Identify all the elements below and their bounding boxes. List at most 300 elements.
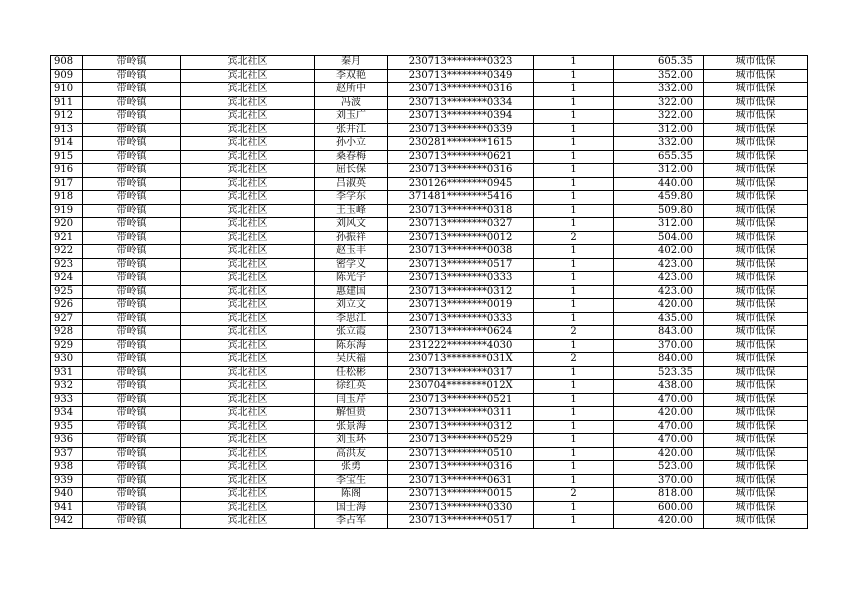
table-row: [51, 150, 808, 164]
amount-cell: 470.00: [614, 393, 704, 407]
row-number-cell: 920: [51, 218, 83, 232]
household-count-cell: 1: [534, 461, 614, 475]
benefit-type-cell: 城市低保: [704, 407, 808, 421]
amount-cell: 840.00: [614, 353, 704, 367]
table-row: [51, 245, 808, 259]
id-number-cell: 230713********0316: [388, 461, 534, 475]
amount-cell: 322.00: [614, 110, 704, 124]
table-row: [51, 231, 808, 245]
community-cell: 宾北社区: [181, 258, 315, 272]
benefit-type-cell: 城市低保: [704, 137, 808, 151]
household-count-cell: 1: [534, 218, 614, 232]
household-count-cell: 1: [534, 434, 614, 448]
town-cell: 带岭镇: [83, 110, 181, 124]
benefit-type-cell: 城市低保: [704, 177, 808, 191]
row-number-cell: 929: [51, 339, 83, 353]
household-count-cell: 1: [534, 123, 614, 137]
row-number-cell: 935: [51, 420, 83, 434]
benefit-type-cell: 城市低保: [704, 56, 808, 70]
amount-cell: 438.00: [614, 380, 704, 394]
community-cell: 宾北社区: [181, 447, 315, 461]
town-cell: 带岭镇: [83, 164, 181, 178]
household-count-cell: 2: [534, 326, 614, 340]
community-cell: 宾北社区: [181, 83, 315, 97]
amount-cell: 655.35: [614, 150, 704, 164]
row-number-cell: 917: [51, 177, 83, 191]
table-row: [51, 204, 808, 218]
amount-cell: 312.00: [614, 123, 704, 137]
community-cell: 宾北社区: [181, 326, 315, 340]
table-row: [51, 366, 808, 380]
town-cell: 带岭镇: [83, 69, 181, 83]
community-cell: 宾北社区: [181, 191, 315, 205]
table-row: [51, 218, 808, 232]
id-number-cell: 230713********0621: [388, 150, 534, 164]
table-row: [51, 69, 808, 83]
amount-cell: 435.00: [614, 312, 704, 326]
name-cell: 孙小立: [315, 137, 388, 151]
town-cell: 带岭镇: [83, 218, 181, 232]
town-cell: 带岭镇: [83, 83, 181, 97]
household-count-cell: 1: [534, 339, 614, 353]
community-cell: 宾北社区: [181, 150, 315, 164]
table-row: [51, 407, 808, 421]
benefit-type-cell: 城市低保: [704, 218, 808, 232]
household-count-cell: 1: [534, 137, 614, 151]
name-cell: 惠建国: [315, 285, 388, 299]
household-count-cell: 2: [534, 488, 614, 502]
name-cell: 李学东: [315, 191, 388, 205]
id-number-cell: 230713********0316: [388, 164, 534, 178]
name-cell: 赵所中: [315, 83, 388, 97]
town-cell: 带岭镇: [83, 420, 181, 434]
benefit-type-cell: 城市低保: [704, 474, 808, 488]
town-cell: 带岭镇: [83, 515, 181, 529]
id-number-cell: 231222********4030: [388, 339, 534, 353]
benefit-type-cell: 城市低保: [704, 366, 808, 380]
benefit-type-cell: 城市低保: [704, 258, 808, 272]
household-count-cell: 1: [534, 245, 614, 259]
table-row: [51, 137, 808, 151]
name-cell: 李思江: [315, 312, 388, 326]
id-number-cell: 230713********0510: [388, 447, 534, 461]
community-cell: 宾北社区: [181, 366, 315, 380]
name-cell: 刘立文: [315, 299, 388, 313]
name-cell: 屈长保: [315, 164, 388, 178]
table-row: [51, 164, 808, 178]
household-count-cell: 1: [534, 164, 614, 178]
benefit-type-cell: 城市低保: [704, 353, 808, 367]
name-cell: 王玉峰: [315, 204, 388, 218]
community-cell: 宾北社区: [181, 285, 315, 299]
household-count-cell: 1: [534, 407, 614, 421]
row-number-cell: 930: [51, 353, 83, 367]
amount-cell: 312.00: [614, 218, 704, 232]
household-count-cell: 1: [534, 515, 614, 529]
name-cell: 徐红英: [315, 380, 388, 394]
town-cell: 带岭镇: [83, 312, 181, 326]
table-row: [51, 380, 808, 394]
table-row: [51, 96, 808, 110]
town-cell: 带岭镇: [83, 96, 181, 110]
row-number-cell: 926: [51, 299, 83, 313]
row-number-cell: 925: [51, 285, 83, 299]
row-number-cell: 923: [51, 258, 83, 272]
table-row: [51, 272, 808, 286]
row-number-cell: 927: [51, 312, 83, 326]
row-number-cell: 942: [51, 515, 83, 529]
household-count-cell: 1: [534, 366, 614, 380]
name-cell: 吴庆福: [315, 353, 388, 367]
table-row: [51, 461, 808, 475]
name-cell: 张立霞: [315, 326, 388, 340]
amount-cell: 420.00: [614, 447, 704, 461]
community-cell: 宾北社区: [181, 515, 315, 529]
name-cell: 刘玉环: [315, 434, 388, 448]
benefit-type-cell: 城市低保: [704, 204, 808, 218]
town-cell: 带岭镇: [83, 393, 181, 407]
town-cell: 带岭镇: [83, 339, 181, 353]
community-cell: 宾北社区: [181, 110, 315, 124]
community-cell: 宾北社区: [181, 204, 315, 218]
household-count-cell: 1: [534, 312, 614, 326]
household-count-cell: 1: [534, 420, 614, 434]
id-number-cell: 230713********0330: [388, 501, 534, 515]
community-cell: 宾北社区: [181, 96, 315, 110]
town-cell: 带岭镇: [83, 191, 181, 205]
community-cell: 宾北社区: [181, 164, 315, 178]
id-number-cell: 230713********0521: [388, 393, 534, 407]
id-number-cell: 230713********0318: [388, 204, 534, 218]
community-cell: 宾北社区: [181, 299, 315, 313]
benefit-type-cell: 城市低保: [704, 96, 808, 110]
name-cell: 冯波: [315, 96, 388, 110]
name-cell: 李双艳: [315, 69, 388, 83]
table-row: [51, 312, 808, 326]
id-number-cell: 230713********0517: [388, 515, 534, 529]
id-number-cell: 230713********0624: [388, 326, 534, 340]
amount-cell: 423.00: [614, 272, 704, 286]
community-cell: 宾北社区: [181, 407, 315, 421]
id-number-cell: 230713********0333: [388, 272, 534, 286]
row-number-cell: 928: [51, 326, 83, 340]
row-number-cell: 910: [51, 83, 83, 97]
row-number-cell: 931: [51, 366, 83, 380]
amount-cell: 504.00: [614, 231, 704, 245]
town-cell: 带岭镇: [83, 407, 181, 421]
table-row: [51, 474, 808, 488]
town-cell: 带岭镇: [83, 474, 181, 488]
id-number-cell: 230126********0945: [388, 177, 534, 191]
id-number-cell: 230713********031X: [388, 353, 534, 367]
id-number-cell: 230713********0038: [388, 245, 534, 259]
household-count-cell: 1: [534, 285, 614, 299]
row-number-cell: 918: [51, 191, 83, 205]
table-row: [51, 110, 808, 124]
name-cell: 解恒贵: [315, 407, 388, 421]
amount-cell: 459.80: [614, 191, 704, 205]
row-number-cell: 913: [51, 123, 83, 137]
table-row: [51, 191, 808, 205]
community-cell: 宾北社区: [181, 231, 315, 245]
community-cell: 宾北社区: [181, 69, 315, 83]
row-number-cell: 932: [51, 380, 83, 394]
town-cell: 带岭镇: [83, 123, 181, 137]
community-cell: 宾北社区: [181, 123, 315, 137]
household-count-cell: 2: [534, 353, 614, 367]
table-row: [51, 339, 808, 353]
id-number-cell: 230713********0517: [388, 258, 534, 272]
community-cell: 宾北社区: [181, 56, 315, 70]
town-cell: 带岭镇: [83, 258, 181, 272]
id-number-cell: 230713********0012: [388, 231, 534, 245]
household-count-cell: 1: [534, 56, 614, 70]
id-number-cell: 230713********0019: [388, 299, 534, 313]
household-count-cell: 1: [534, 474, 614, 488]
household-count-cell: 1: [534, 150, 614, 164]
benefit-type-cell: 城市低保: [704, 420, 808, 434]
community-cell: 宾北社区: [181, 474, 315, 488]
town-cell: 带岭镇: [83, 137, 181, 151]
name-cell: 李宝生: [315, 474, 388, 488]
amount-cell: 370.00: [614, 339, 704, 353]
table-row: [51, 488, 808, 502]
id-number-cell: 230713********0334: [388, 96, 534, 110]
town-cell: 带岭镇: [83, 353, 181, 367]
benefit-type-cell: 城市低保: [704, 501, 808, 515]
row-number-cell: 939: [51, 474, 83, 488]
id-number-cell: 230713********0323: [388, 56, 534, 70]
amount-cell: 523.35: [614, 366, 704, 380]
row-number-cell: 914: [51, 137, 83, 151]
id-number-cell: 230713********0333: [388, 312, 534, 326]
name-cell: 高洪友: [315, 447, 388, 461]
row-number-cell: 924: [51, 272, 83, 286]
id-number-cell: 230713********0529: [388, 434, 534, 448]
benefit-type-cell: 城市低保: [704, 231, 808, 245]
benefit-type-cell: 城市低保: [704, 434, 808, 448]
amount-cell: 509.80: [614, 204, 704, 218]
amount-cell: 420.00: [614, 407, 704, 421]
row-number-cell: 921: [51, 231, 83, 245]
amount-cell: 420.00: [614, 515, 704, 529]
amount-cell: 440.00: [614, 177, 704, 191]
benefit-type-cell: 城市低保: [704, 245, 808, 259]
amount-cell: 420.00: [614, 299, 704, 313]
town-cell: 带岭镇: [83, 488, 181, 502]
benefit-type-cell: 城市低保: [704, 380, 808, 394]
benefit-type-cell: 城市低保: [704, 272, 808, 286]
benefit-type-cell: 城市低保: [704, 150, 808, 164]
town-cell: 带岭镇: [83, 245, 181, 259]
household-count-cell: 2: [534, 231, 614, 245]
household-count-cell: 1: [534, 272, 614, 286]
community-cell: 宾北社区: [181, 393, 315, 407]
town-cell: 带岭镇: [83, 447, 181, 461]
community-cell: 宾北社区: [181, 339, 315, 353]
household-count-cell: 1: [534, 96, 614, 110]
town-cell: 带岭镇: [83, 204, 181, 218]
table-row: [51, 515, 808, 529]
name-cell: 秦月: [315, 56, 388, 70]
name-cell: 张景海: [315, 420, 388, 434]
table-row: [51, 56, 808, 70]
name-cell: 密学义: [315, 258, 388, 272]
town-cell: 带岭镇: [83, 299, 181, 313]
name-cell: 任松彬: [315, 366, 388, 380]
name-cell: 刘风文: [315, 218, 388, 232]
town-cell: 带岭镇: [83, 434, 181, 448]
household-count-cell: 1: [534, 447, 614, 461]
id-number-cell: 371481********5416: [388, 191, 534, 205]
row-number-cell: 940: [51, 488, 83, 502]
row-number-cell: 909: [51, 69, 83, 83]
name-cell: 刘玉广: [315, 110, 388, 124]
household-count-cell: 1: [534, 299, 614, 313]
id-number-cell: 230713********0631: [388, 474, 534, 488]
town-cell: 带岭镇: [83, 150, 181, 164]
id-number-cell: 230713********0394: [388, 110, 534, 124]
row-number-cell: 937: [51, 447, 83, 461]
benefit-type-cell: 城市低保: [704, 110, 808, 124]
community-cell: 宾北社区: [181, 501, 315, 515]
community-cell: 宾北社区: [181, 137, 315, 151]
town-cell: 带岭镇: [83, 366, 181, 380]
household-count-cell: 1: [534, 191, 614, 205]
row-number-cell: 922: [51, 245, 83, 259]
benefit-table: [50, 55, 808, 529]
table-row: [51, 83, 808, 97]
amount-cell: 370.00: [614, 474, 704, 488]
amount-cell: 332.00: [614, 137, 704, 151]
town-cell: 带岭镇: [83, 231, 181, 245]
row-number-cell: 916: [51, 164, 83, 178]
amount-cell: 423.00: [614, 258, 704, 272]
household-count-cell: 1: [534, 393, 614, 407]
community-cell: 宾北社区: [181, 420, 315, 434]
household-count-cell: 1: [534, 177, 614, 191]
benefit-type-cell: 城市低保: [704, 285, 808, 299]
amount-cell: 332.00: [614, 83, 704, 97]
amount-cell: 402.00: [614, 245, 704, 259]
table-row: [51, 420, 808, 434]
household-count-cell: 1: [534, 380, 614, 394]
table-row: [51, 123, 808, 137]
table-row: [51, 434, 808, 448]
row-number-cell: 936: [51, 434, 83, 448]
amount-cell: 423.00: [614, 285, 704, 299]
benefit-type-cell: 城市低保: [704, 123, 808, 137]
table-row: [51, 501, 808, 515]
benefit-type-cell: 城市低保: [704, 69, 808, 83]
household-count-cell: 1: [534, 501, 614, 515]
community-cell: 宾北社区: [181, 312, 315, 326]
town-cell: 带岭镇: [83, 461, 181, 475]
row-number-cell: 915: [51, 150, 83, 164]
community-cell: 宾北社区: [181, 461, 315, 475]
town-cell: 带岭镇: [83, 285, 181, 299]
row-number-cell: 912: [51, 110, 83, 124]
row-number-cell: 934: [51, 407, 83, 421]
id-number-cell: 230704********012X: [388, 380, 534, 394]
name-cell: 李占军: [315, 515, 388, 529]
community-cell: 宾北社区: [181, 434, 315, 448]
benefit-type-cell: 城市低保: [704, 515, 808, 529]
row-number-cell: 919: [51, 204, 83, 218]
name-cell: 孙振祥: [315, 231, 388, 245]
id-number-cell: 230713********0316: [388, 83, 534, 97]
row-number-cell: 938: [51, 461, 83, 475]
amount-cell: 818.00: [614, 488, 704, 502]
community-cell: 宾北社区: [181, 218, 315, 232]
table-body: [51, 56, 808, 529]
benefit-type-cell: 城市低保: [704, 191, 808, 205]
town-cell: 带岭镇: [83, 177, 181, 191]
benefit-type-cell: 城市低保: [704, 393, 808, 407]
name-cell: 国士海: [315, 501, 388, 515]
household-count-cell: 1: [534, 69, 614, 83]
name-cell: 吕淑英: [315, 177, 388, 191]
benefit-type-cell: 城市低保: [704, 299, 808, 313]
household-count-cell: 1: [534, 258, 614, 272]
name-cell: 陈光宇: [315, 272, 388, 286]
benefit-type-cell: 城市低保: [704, 461, 808, 475]
row-number-cell: 933: [51, 393, 83, 407]
row-number-cell: 941: [51, 501, 83, 515]
id-number-cell: 230713********0015: [388, 488, 534, 502]
id-number-cell: 230713********0311: [388, 407, 534, 421]
benefit-type-cell: 城市低保: [704, 326, 808, 340]
table-row: [51, 353, 808, 367]
table-row: [51, 447, 808, 461]
community-cell: 宾北社区: [181, 245, 315, 259]
id-number-cell: 230713********0327: [388, 218, 534, 232]
amount-cell: 470.00: [614, 420, 704, 434]
name-cell: 陈阁: [315, 488, 388, 502]
id-number-cell: 230281********1615: [388, 137, 534, 151]
town-cell: 带岭镇: [83, 326, 181, 340]
amount-cell: 605.35: [614, 56, 704, 70]
id-number-cell: 230713********0349: [388, 69, 534, 83]
town-cell: 带岭镇: [83, 501, 181, 515]
name-cell: 张勇: [315, 461, 388, 475]
household-count-cell: 1: [534, 83, 614, 97]
table-row: [51, 299, 808, 313]
benefit-type-cell: 城市低保: [704, 164, 808, 178]
name-cell: 闫玉芹: [315, 393, 388, 407]
name-cell: 桑春梅: [315, 150, 388, 164]
community-cell: 宾北社区: [181, 177, 315, 191]
amount-cell: 600.00: [614, 501, 704, 515]
community-cell: 宾北社区: [181, 380, 315, 394]
table-row: [51, 393, 808, 407]
household-count-cell: 1: [534, 204, 614, 218]
town-cell: 带岭镇: [83, 380, 181, 394]
table-row: [51, 326, 808, 340]
amount-cell: 352.00: [614, 69, 704, 83]
name-cell: 陈东海: [315, 339, 388, 353]
id-number-cell: 230713********0312: [388, 285, 534, 299]
benefit-type-cell: 城市低保: [704, 488, 808, 502]
amount-cell: 523.00: [614, 461, 704, 475]
row-number-cell: 908: [51, 56, 83, 70]
table-row: [51, 285, 808, 299]
id-number-cell: 230713********0339: [388, 123, 534, 137]
benefit-type-cell: 城市低保: [704, 312, 808, 326]
community-cell: 宾北社区: [181, 272, 315, 286]
benefit-type-cell: 城市低保: [704, 447, 808, 461]
amount-cell: 470.00: [614, 434, 704, 448]
